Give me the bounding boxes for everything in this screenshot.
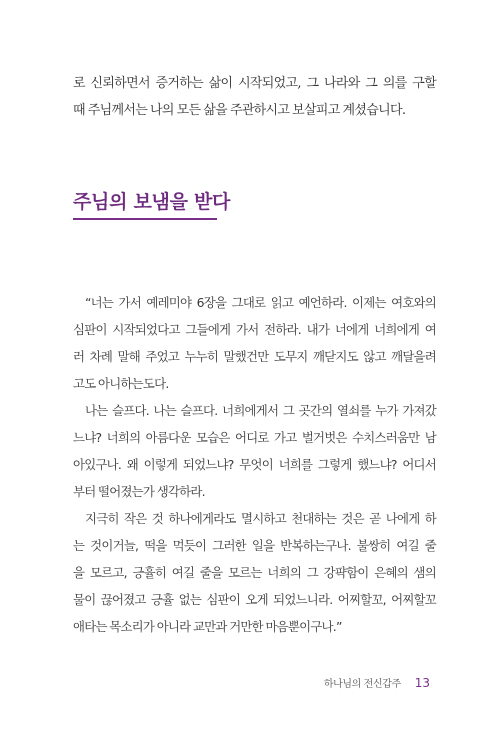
quote-line: 심판이 시작되었다고 그들에게 가서 전하라. 내가 너에게 너희에게 여 xyxy=(73,322,436,337)
quote-line: 물이 끊어졌고 긍휼 없는 심판이 오게 되었느니라. 어찌할꼬, 어찌할꼬 xyxy=(73,592,436,607)
heading-underline xyxy=(73,218,217,220)
quote-line: 느냐? 너희의 아름다운 모습은 어디로 가고 벌거벗은 수치스러움만 남 xyxy=(73,430,436,445)
section-heading: 주님의 보냄을 받다 xyxy=(73,191,231,213)
quote-line: 는 것이거늘, 떡을 먹듯이 그러한 일을 반복하는구나. 불쌍히 여길 줄 xyxy=(73,538,436,553)
quote-line: 애타는 목소리가 아니라 교만과 거만한 마음뿐이구나.” xyxy=(73,619,342,634)
page-footer xyxy=(324,675,430,690)
quote-line: “너는 가서 예레미야 6장을 그대로 읽고 예언하라. 이제는 여호와의 xyxy=(85,295,436,310)
quote-body xyxy=(73,289,436,640)
running-title: 하나님의 전신갑주 xyxy=(323,679,401,690)
intro-line: 때 주님께서는 나의 모든 삶을 주관하시고 보살피고 계셨습니다. xyxy=(73,103,406,118)
section-heading-block xyxy=(73,189,234,220)
quote-line: 을 모르고, 긍휼히 여길 줄을 모르는 너희의 그 강퍅함이 은혜의 샘의 xyxy=(73,565,436,580)
page-number: 13 xyxy=(414,676,430,690)
intro-paragraph xyxy=(73,70,436,124)
quote-line: 지극히 작은 것 하나에게라도 멸시하고 천대하는 것은 곧 나에게 하 xyxy=(85,511,436,526)
quote-line: 부터 떨어졌는가 생각하라. xyxy=(73,484,205,499)
quote-line: 러 차례 말해 주었고 누누히 말했건만 도무지 깨닫지도 않고 깨달을려 xyxy=(73,349,436,364)
quote-line: 나는 슬프다. 나는 슬프다. 너희에게서 그 곳간의 열쇠를 누가 가져갔 xyxy=(85,403,436,418)
quote-line: 아있구나. 왜 이렇게 되었느냐? 무엇이 너희를 그렇게 했느냐? 어디서 xyxy=(73,457,436,472)
quote-line: 고도 아니하는도다. xyxy=(73,376,169,391)
intro-line: 로 신뢰하면서 증거하는 삶이 시작되었고, 그 나라와 그 의를 구할 xyxy=(73,76,436,91)
